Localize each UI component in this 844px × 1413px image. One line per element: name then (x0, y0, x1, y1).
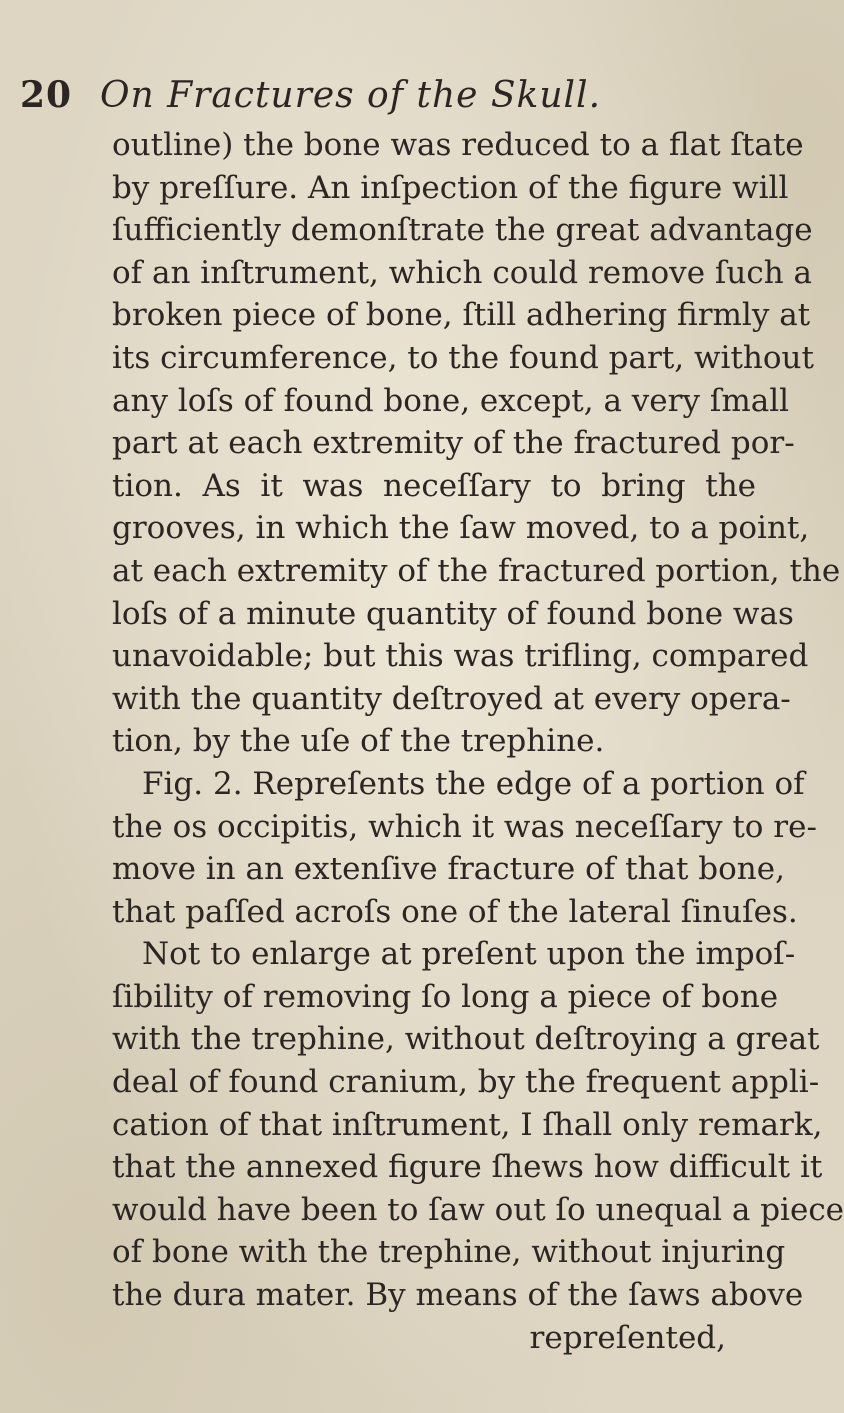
page-number: 20 (20, 74, 73, 116)
text-line: of an inſtrument, which could remove ſuch a (112, 254, 812, 291)
text-line: its circumference, to the found part, without (112, 339, 814, 376)
text-line: any loſs of found bone, except, a very ſmall (112, 382, 790, 419)
text-line: with the trephine, without deſtroying a great (112, 1021, 820, 1058)
text-line: of bone with the trephine, without injuring (112, 1234, 786, 1271)
text-line: with the quantity deſtroyed at every opera- (112, 680, 791, 717)
paragraph-start-line: Not to enlarge at preſent upon the impoſ- (142, 936, 796, 973)
text-line: the dura mater. By means of the ſaws above (112, 1277, 804, 1314)
text-line: deal of found cranium, by the frequent appli- (112, 1064, 820, 1101)
body-text (112, 124, 844, 1359)
text-line: ſibility of removing ſo long a piece of bone (112, 978, 779, 1015)
text-line: that paſſed acroſs one of the lateral ſinuſes. (112, 893, 798, 930)
text-line: move in an extenſive fracture of that bone, (112, 851, 785, 888)
text-line: outline) the bone was reduced to a flat ſtate (112, 127, 804, 163)
text-line: part at each extremity of the fractured por- (112, 425, 795, 462)
running-title: On Fractures of the Skull. (100, 75, 602, 116)
figure-caption-line: Fig. 2. Repreſents the edge of a portion of (142, 765, 805, 802)
text-line: broken piece of bone, ſtill adhering firmly at (112, 297, 811, 334)
text-line: unavoidable; but this was trifling, compared (112, 638, 809, 675)
text-line: ſufficiently demonſtrate the great advantage (112, 212, 813, 249)
text-line: tion, by the uſe of the trephine. (112, 723, 605, 760)
text-line: loſs of a minute quantity of found bone was (112, 595, 794, 632)
text-line: tion. As it was neceſſary to bring the (112, 467, 756, 504)
running-head (20, 74, 756, 124)
text-line: cation of that inſtrument, I ſhall only remark, (112, 1106, 823, 1143)
text-line: would have been to ſaw out ſo unequal a piece (112, 1191, 844, 1228)
text-line: at each extremity of the fractured portion, the (112, 552, 841, 589)
text-line: the os occipitis, which it was neceſſary to re- (112, 808, 817, 845)
text-line: by preſſure. An inſpection of the figure will (112, 169, 789, 206)
text-line: grooves, in which the ſaw moved, to a point, (112, 510, 810, 547)
catchword: repreſented, (529, 1319, 726, 1356)
text-line: that the annexed figure ſhews how difficult it (112, 1149, 823, 1186)
